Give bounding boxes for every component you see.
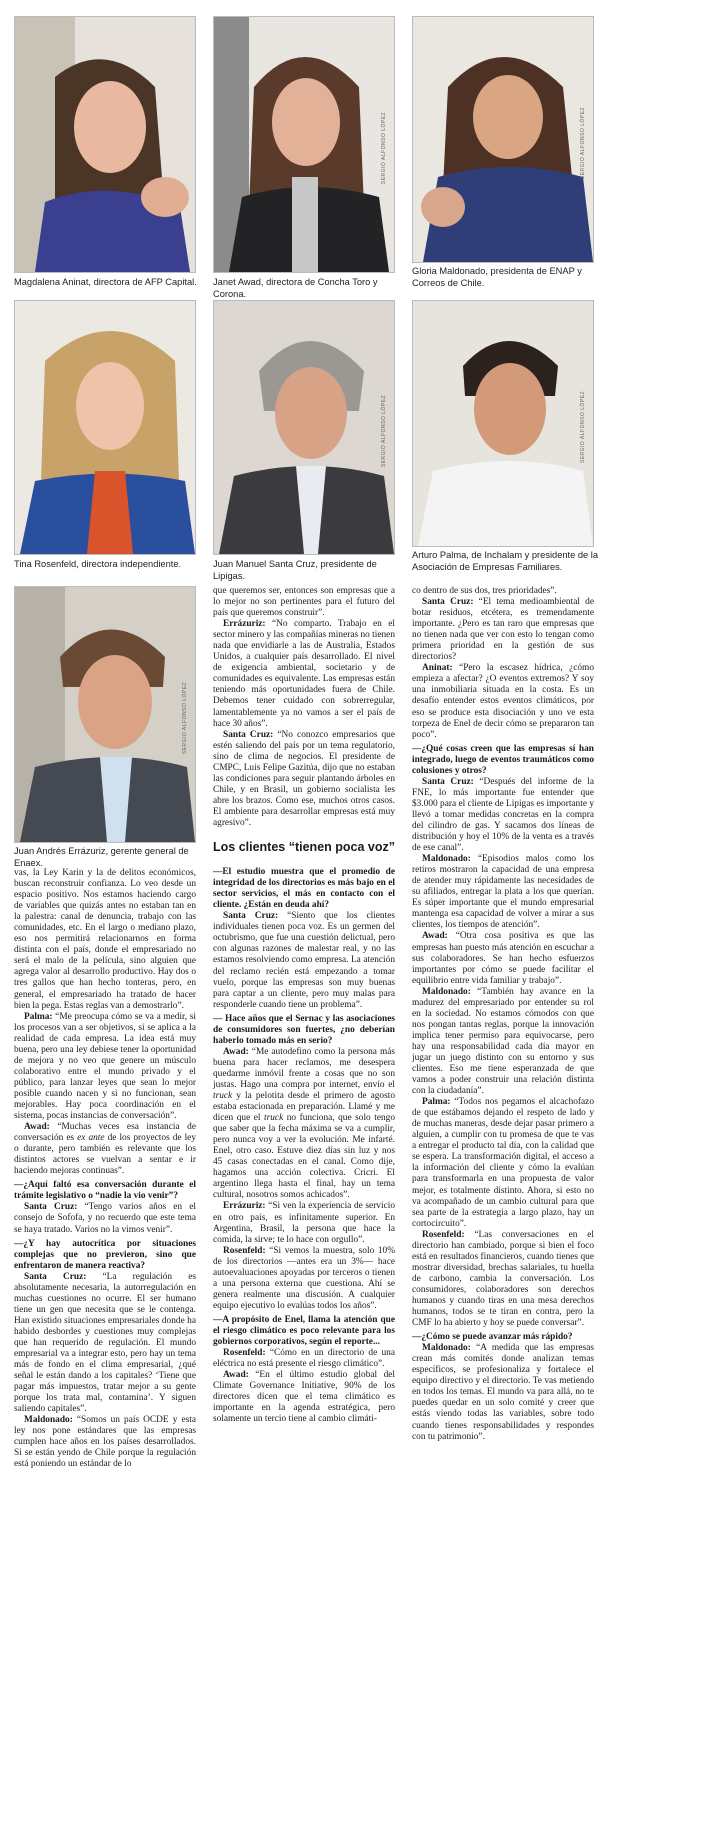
photo-aninat (14, 16, 196, 273)
paragraph: Rosenfeld: “Las conversaciones en el directorio han cambiado, porque si bien el foco está en resultados financieros, cuando tienes que mostrar diversidad, brechas salariales, tu huella de carbono, cambia la conversación. Los consumidores, colaboradores son derechos humanos y cuando tiras en una mesa derechos humanos, todos se te tiran en contra, pero la CMF lo ha abierto y hoy se puede conversar”. (412, 1229, 594, 1329)
paragraph: Maldonado: “Somos un país OCDE y esta ley nos pone estándares que las empresas cumplen hace años en los países desarrollados. Si se están yendo de Chile porque la regulación está poniendo un estándar de lo (14, 1415, 196, 1470)
paragraph: Santa Cruz: “Después del informe de la FNE, lo más importante fue entender que $3.000 para el cliente de Lipigas es importante y llevó a tomar medidas concretas en la compra del cilindro de gas. Y sacamos dos líneas de distribución y hoy el 10% de la venta es a través de ese canal”. (412, 776, 594, 854)
portrait-santacruz (214, 301, 394, 554)
speaker: Maldonado: (422, 854, 471, 865)
portrait-maldonado (413, 17, 593, 262)
paragraph: Palma: “Todos nos pegamos el alcachofazo de que estábamos dejando el respeto de lado y de muchas maneras, desde dejar pasar primero a alguien, a cumplir con tu promesa de que te vas a entregar el producto tal día, con la calidad que se espera. La transformación digital, el acceso a la información del cliente y cómo la evalúan para transformarla en una propuesta de valor mejor, es totalmente distinto. Ahora, si esto no va acompañado de un cambio cultural para que sea parte de la estrategia a largo plazo, hay un cortocircuito”. (412, 1097, 594, 1229)
question: —¿Aquí faltó esa conversación durante el trámite legislativo o “nadie la vio venir”? (14, 1180, 196, 1202)
paragraph: Aninat: “Pero la escasez hídrica, ¿cómo empieza a afectar? ¿O eventos extremos? Y soy una inmobiliaria situada en la costa. Es un desafío entender estos eventos climáticos, por eso se produce esta disociación y uno ve esta torpeza de Enel de decir cómo se prepararon tan poco”. (412, 663, 594, 740)
speaker: Maldonado: (422, 986, 471, 997)
portrait-awad (214, 17, 394, 272)
paragraph: Santa Cruz: “La regulación es absolutamente necesaria, la autorregulación en muchas cuestiones no ocurre. El ser humano tiene un gen que necesita que se le contenga. Han existido situaciones empresariales donde ha habido desbordes y cuestiones muy complejas que han requerido de regulación. El mundo empresarial va a integrar esto, pero hay un tema más de fondo en el clima empresarial, ¿qué señal le están dando a los capitales? ‘Tiene que pagar más impuestos, tratar mejor a su gente porque los trata mal, contamina’. Y siguen saliendo capitales”. (14, 1271, 196, 1415)
speaker: Palma: (24, 1011, 53, 1022)
paragraph: Maldonado: “También hay avance en la madurez del empresariado por entender su rol en la sociedad. No estamos cómodos con que nos pongan tantas reglas, porque la innovación implica tener permiso para equivocarse, pero hay una responsabilidad cada día mayor en jugar un juego distinto con su entorno y sus clientes. Eso me tiene esperanzada de que vamos a poder construir una relación distinta con la ciudadanía”. (412, 986, 594, 1097)
paragraph: Maldonado: “A medida que las empresas crean más comités donde analizan temas específicos, se profesionaliza y fortalece el equipo directivo y el directorio. Te vas metiendo en todos los temas. El mundo va para allá, no te puedes quedar en un solo comité y creer que estás viendo todas las variables, sobre todo cuando tienes responsabilidades y respondes con tu patrimonio”. (412, 1343, 594, 1442)
photo-credit: SERGIO ALFONSO LÓPEZ (380, 394, 387, 467)
speaker: Maldonado: (422, 1343, 471, 1354)
paragraph: Awad: “Muchas veces esa instancia de conversación es ex ante de los proyectos de ley o durante, pero también es relevante que los distintos actores se vuelvan a sentar e ir haciendo mejoras continuas”. (14, 1122, 197, 1177)
portrait-errazuriz (15, 587, 195, 842)
caption-aninat: Magdalena Aninat, directora de AFP Capital. (14, 277, 197, 287)
photo-rosenfeld (14, 300, 196, 555)
section-heading: Los clientes “tienen poca voz” (213, 840, 395, 855)
paragraph: que queremos ser, entonces son empresas que a lo mejor no son pertinentes para el futuro del país que queremos construir”. (213, 586, 395, 619)
portrait-aninat (15, 17, 195, 272)
photo-maldonado (412, 16, 594, 263)
portrait-palma (413, 301, 593, 546)
speaker: Maldonado: (24, 1415, 73, 1426)
paragraph: vas, la Ley Karin y la de delitos económicos, buscan reconstruir confianza. Lo veo desde un espacio positivo. Nos estamos haciendo cargo de variables que quizás antes no estaban tan en la palestra: canal de denuncia, trabajo con las comunidades, etc. En el largo o mediano plazo, eso nos permitirá relacionarnos en forma distinta con el país, donde el empresariado no será el malo de la película, sino alguien que agrega valor al desarrollo productivo. Hay dos o tres gallos que han hecho tonteras, pero, en general, el empresariado ha tratado de hacer bien la pega. Estas reglas van a demostrarlo”. (14, 868, 196, 1011)
caption-maldonado: Gloria Maldonado, presidenta de ENAP y Correos de Chile. (412, 266, 582, 288)
speaker: Errázuriz: (223, 1201, 266, 1212)
paragraph: Errázuriz: “Si ven la experiencia de servicio en otro país, es infinitamente superior. En Argentina, Brasil, la persona que hace la comida, la sirve; te lo hace con orgullo”. (213, 1201, 395, 1245)
paragraph: Awad: “Me autodefino como la persona más buena para hacer reclamos, me desespera quedarme inmóvil frente a cosas que no son justas. Hago una compra por internet, envío el truck y la pelotita desde el primero de agosto estaba estacionada en preparación. Llamé y me dicen que el truck no funciona, que solo tengo que saber que la fecha máxima se va a cumplir, pero nunca voy a ver la evolución. Me infarté. Enel, otro caso. Estuve diez días sin luz y nos 45 casas conectadas en el canal. Como dije, hagamos una acción colectiva. Cricri. El argentino llega hasta el final, hay un tema cultural, nosotros somos achicados”. (213, 1046, 395, 1201)
speaker: Santa Cruz: (422, 597, 474, 608)
speaker: Awad: (422, 931, 448, 942)
paragraph: Awad: “Otra cosa positiva es que las empresas han puesto más atención en escuchar a sus colaboradores. Se han hecho esfuerzos importantes por cómo se puede facilitar el equilibrio entre vida familiar y trabajo”. (412, 931, 594, 986)
question: —¿Y hay autocrítica por situaciones complejas que no previeron, sino que enfrentaron de manera reactiva? (14, 1238, 196, 1271)
paragraph: co dentro de sus dos, tres prioridades”. (412, 586, 557, 596)
photo-credit: SERGIO ALFONSO LÓPEZ (380, 111, 387, 184)
speaker: Rosenfeld: (422, 1229, 465, 1240)
paragraph: Errázuriz: “No comparto. Trabajo en el sector minero y las compañías mineras no tienen nada que envidiarle a las de Australia, Estados Unidos, a cualquier país desarrollado. El nivel de exigencia ambiental, societario y de comunidades es equivalente. Las empresas están teniendo más oportunidades fuera de Chile. Debemos tener cuidado con sobrerregular, lamentablemente ya no vamos a ser el país de hace 30 años”. (213, 619, 395, 729)
caption-awad: Janet Awad, directora de Concha Toro y Corona. (213, 277, 378, 299)
speaker: Santa Cruz: (24, 1271, 87, 1282)
article-column-1 (14, 868, 196, 1471)
speaker: Santa Cruz: (223, 911, 279, 922)
paragraph: Rosenfeld: “Si vemos la muestra, solo 10% de los directorios —antes era un 3%— hace autoevaluaciones apoyadas por terceros o tienen a una persona externa que cuestiona. Ahí se genera realmente una discusión. A cualquier equipo ejecutivo lo evalúas todos los años”. (213, 1245, 395, 1311)
photo-credit: SERGIO ALFONSO LÓPEZ (579, 106, 586, 179)
paragraph: Palma: “Me preocupa cómo se va a medir, si los procesos van a ser objetivos, si se aplica a la realidad de cada empresa. La idea está muy buena, pero una ley debiese tener la oportunidad de mejora y no veo que genere un músculo colaborativo entre el mundo privado y el público, para lanzar leyes que sean lo mejor posible cuando nacen y si no funcionan, sean mejorables. Hay poca coordinación en el sistema, pocas instancias de conversación”. (14, 1011, 196, 1122)
paragraph: Santa Cruz: “Siento que los clientes individuales tienen poca voz. Es un germen del octubrismo, que fue una cuestión delictual, pero con algunas razones de malestar real, y no las estamos resolviendo como empresa. La atención del reclamo recién está empezando a tomar vuelo, porque las empresas son muy buenas para captar a un cliente, pero muy malas para responderle cuando tiene un problema”. (213, 911, 395, 1010)
paragraph: Santa Cruz: “No conozco empresarios que estén saliendo del país por un tema regulatorio, sino de clima de negocios. El presidente de CMPC, Luis Felipe Gazitúa, dijo que no estaban las condiciones para seguir plantando árboles en Chile, y en Brasil, un gobierno socialista les abre los brazos. Como ese, muchos otros casos. El ambiente para desarrollar empresas está muy agresivo”. (213, 729, 395, 828)
question: —El estudio muestra que el promedio de integridad de los directorios es más bajo en el sector servicios, el más en contacto con el cliente. ¿Están en deuda ahí? (213, 867, 395, 911)
speaker: Santa Cruz: (24, 1202, 78, 1213)
speaker: Awad: (223, 1046, 249, 1057)
photo-credit: SERGIO ALFONSO LÓPEZ (181, 681, 188, 754)
portrait-rosenfeld (15, 301, 195, 554)
question: — Hace años que el Sernac y las asociaciones de consumidores son fuertes, ¿no deberían haberlo tomado más en serio? (213, 1013, 395, 1046)
article-column-2 (213, 586, 395, 1425)
paragraph: Awad: “En el último estudio global del Climate Governance Initiative, 90% de los directores dicen que el tema climático es importante en la agenda estratégica, pero solamente un tercio tiene al cambio climáti- (213, 1370, 395, 1425)
photo-credit: SERGIO ALFONSO LÓPEZ (579, 390, 586, 463)
speaker: Santa Cruz: (223, 729, 274, 740)
caption-rosenfeld: Tina Rosenfeld, directora independiente. (14, 559, 182, 569)
article-column-3 (412, 586, 594, 1443)
paragraph: Santa Cruz: “Tengo varios años en el consejo de Sofofa, y no recuerdo que este tema se haya tratado. Varios no la vimos venir”. (14, 1202, 196, 1235)
caption-santacruz: Juan Manuel Santa Cruz, presidente de Lipigas. (213, 559, 377, 581)
photo-awad (213, 16, 395, 273)
paragraph: Maldonado: “Episodios malos como los retiros mostraron la capacidad de una empresa de atender muy rápidamente las necesidades de su afiliados, entregar la plata a los que querían. Es súper importante que el mundo empresarial mantenga esa capacidad de volver a mirar a sus clientes, los tiempos de atención”. (412, 854, 594, 931)
paragraph: Rosenfeld: “Cómo en un directorio de una eléctrica no está presente el riesgo climático”. (213, 1348, 395, 1370)
photo-palma (412, 300, 594, 547)
speaker: Awad: (24, 1122, 50, 1133)
paragraph: Santa Cruz: “El tema medioambiental de botar residuos, etcétera, es tremendamente importante. ¿Pero es tan raro que empresas que no tienen nada que ver con esto lo tengan como primera prioridad en la gestión de sus directorios? (412, 597, 594, 663)
speaker: Palma: (422, 1097, 451, 1108)
speaker: Santa Cruz: (422, 776, 474, 787)
question: —A propósito de Enel, llama la atención que el riesgo climático es poco relevante para los gobiernos corporativos, según el reporte... (213, 1314, 395, 1348)
speaker: Rosenfeld: (223, 1245, 266, 1256)
speaker: Errázuriz: (223, 619, 266, 630)
question: —¿Cómo se puede avanzar más rápido? (412, 1332, 573, 1343)
question: —¿Qué cosas creen que las empresas sí han integrado, luego de eventos traumáticos como colusiones y otros? (412, 743, 594, 776)
speaker: Rosenfeld: (223, 1348, 266, 1359)
speaker: Aninat: (422, 663, 453, 674)
photo-errazuriz (14, 586, 196, 843)
speaker: Awad: (223, 1370, 249, 1381)
caption-palma: Arturo Palma, de Inchalam y presidente de la Asociación de Empresas Familiares. (412, 550, 599, 572)
caption-errazuriz: Juan Andrés Errázuriz, gerente general de Enaex. (14, 846, 189, 868)
photo-santacruz (213, 300, 395, 555)
